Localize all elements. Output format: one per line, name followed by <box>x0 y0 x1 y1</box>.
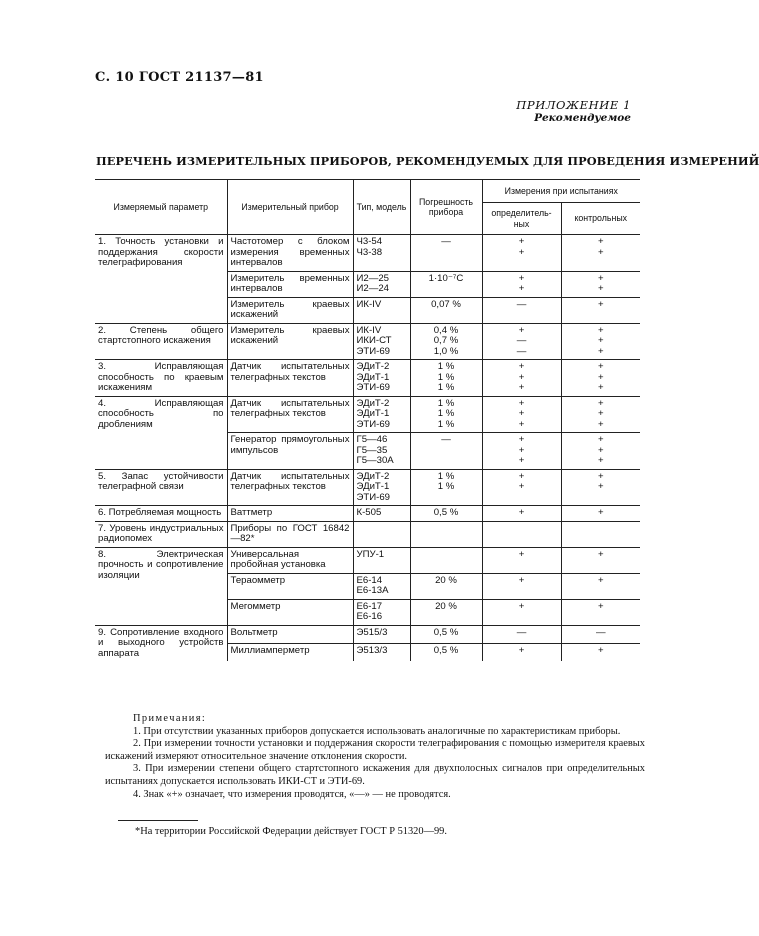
col-header-param: Измеряемый параметр <box>95 180 227 235</box>
definitive-mark-cell: — <box>482 297 561 323</box>
control-mark-cell: + + + <box>561 433 640 470</box>
instrument-cell: Частотомер с блоком измерения временных интервалов <box>227 235 353 272</box>
table-row <box>95 469 640 506</box>
definitive-mark-cell: + <box>482 547 561 573</box>
notes <box>105 713 645 801</box>
table-header <box>95 180 640 235</box>
definitive-mark-cell: + + + <box>482 396 561 433</box>
definitive-mark-cell: + + + <box>482 433 561 470</box>
control-mark-cell: + <box>561 297 640 323</box>
control-mark-cell: + + + <box>561 323 640 360</box>
table-row <box>95 521 640 547</box>
page-title: С. 10 ГОСТ 21137—81 <box>95 70 264 85</box>
col-header-control: контрольных <box>561 203 640 235</box>
instrument-cell: Измеритель краевых искажений <box>227 323 353 360</box>
error-cell: — <box>410 433 482 470</box>
control-mark-cell <box>561 521 640 547</box>
model-cell: ЭДиТ-2 ЭДиТ-1 ЭТИ-69 <box>353 360 410 397</box>
table-row <box>95 323 640 360</box>
error-cell: 1 % 1 % 1 % <box>410 360 482 397</box>
model-cell: И2—25 И2—24 <box>353 271 410 297</box>
footnote: *На территории Российской Федерации действует ГОСТ Р 51320—99. <box>135 826 447 837</box>
table-row <box>95 547 640 573</box>
error-cell: 1·10⁻⁷С <box>410 271 482 297</box>
definitive-mark-cell: + <box>482 506 561 522</box>
error-cell: 20 % <box>410 573 482 599</box>
param-cell: 3. Исправляющая способность по краевым искажениям <box>95 360 227 397</box>
param-cell: 7. Уровень индустриальных радиопомех <box>95 521 227 547</box>
model-cell: ИК-IV ИКИ-СТ ЭТИ-69 <box>353 323 410 360</box>
control-mark-cell: — <box>561 625 640 643</box>
control-mark-cell: + <box>561 643 640 661</box>
model-cell: ЭДиТ-2 ЭДиТ-1 ЭТИ-69 <box>353 396 410 433</box>
instrument-cell: Ваттметр <box>227 506 353 522</box>
control-mark-cell: + + <box>561 469 640 506</box>
definitive-mark-cell: + — — <box>482 323 561 360</box>
instrument-cell: Датчик испытательных телеграфных текстов <box>227 360 353 397</box>
appendix-status: Рекомендуемое <box>534 112 631 124</box>
table-row <box>95 625 640 643</box>
model-cell: ИК-IV <box>353 297 410 323</box>
model-cell: Э515/3 <box>353 625 410 643</box>
note-item: 3. При измерении степени общего стартстопного искажения для двухполосных сигналов при определительных испытаниях допускается использовать ИКИ-СТ и ЭТИ-69. <box>105 763 645 787</box>
definitive-mark-cell: + <box>482 573 561 599</box>
control-mark-cell: + + <box>561 235 640 272</box>
control-mark-cell: + + + <box>561 396 640 433</box>
control-mark-cell: + + <box>561 271 640 297</box>
note-item: 1. При отсутствии указанных приборов допускается использовать аналогичные по характеристикам приборы. <box>133 725 621 737</box>
error-cell: 0,5 % <box>410 625 482 643</box>
col-header-error: Погрешность прибора <box>410 180 482 235</box>
model-cell: К-505 <box>353 506 410 522</box>
definitive-mark-cell: + <box>482 599 561 625</box>
error-cell: — <box>410 235 482 272</box>
control-mark-cell: + <box>561 506 640 522</box>
param-cell: 2. Степень общего стартстопного искажения <box>95 323 227 360</box>
definitive-mark-cell: + + <box>482 469 561 506</box>
param-cell: 1. Точность установки и поддержания скорости телеграфирования <box>98 236 224 268</box>
note-item: 2. При измерении точности установки и поддержания скорости телеграфирования с помощью измерителя краевых искажений измеряют относительное значение отклонения скорости. <box>105 738 645 762</box>
model-cell: ЭДиТ-2 ЭДиТ-1 ЭТИ-69 <box>353 469 410 506</box>
definitive-mark-cell <box>482 521 561 547</box>
instruments-table <box>95 179 640 661</box>
col-header-instrument: Измерительный прибор <box>227 180 353 235</box>
param-cell: 8. Электрическая прочность и сопротивление изоляции <box>95 547 227 625</box>
appendix-block <box>516 98 631 124</box>
instrument-cell: Датчик испытательных телеграфных текстов <box>227 396 353 433</box>
definitive-mark-cell: + <box>482 643 561 661</box>
note-item: 4. Знак «+» означает, что измерения проводятся, «—» — не проводятся. <box>133 788 451 800</box>
model-cell: Э513/3 <box>353 643 410 661</box>
error-cell: 1 % 1 % 1 % <box>410 396 482 433</box>
error-cell <box>410 521 482 547</box>
instrument-cell: Универсальная пробойная установка <box>227 547 353 573</box>
appendix-label: ПРИЛОЖЕНИЕ 1 <box>516 98 631 112</box>
instrument-cell: Миллиамперметр <box>227 643 353 661</box>
error-cell: 1 % 1 % <box>410 469 482 506</box>
table-row <box>95 235 640 272</box>
col-header-tests: Измерения при испытаниях <box>482 180 640 203</box>
model-cell: Ч3-54 Ч3-38 <box>353 235 410 272</box>
model-cell: УПУ-1 <box>353 547 410 573</box>
instrument-cell: Измеритель краевых искажений <box>227 297 353 323</box>
error-cell: 0,5 % <box>410 643 482 661</box>
model-cell: Е6-14 Е6-13А <box>353 573 410 599</box>
param-cell: 5. Запас устойчивости телеграфной связи <box>95 469 227 506</box>
param-cell: 9. Сопротивление входного и выходного устройств аппарата <box>95 625 227 661</box>
instrument-cell: Приборы по ГОСТ 16842—82* <box>227 521 353 547</box>
col-header-definitive: определитель-ных <box>482 203 561 235</box>
model-cell: Е6-17 Е6-16 <box>353 599 410 625</box>
control-mark-cell: + <box>561 599 640 625</box>
instrument-cell: Мегомметр <box>227 599 353 625</box>
table-row <box>95 506 640 522</box>
param-cell: 6. Потребляемая мощность <box>95 506 227 522</box>
control-mark-cell: + <box>561 573 640 599</box>
model-cell <box>353 521 410 547</box>
notes-title: Примечания: <box>133 713 207 724</box>
error-cell: 0,07 % <box>410 297 482 323</box>
instrument-cell: Генератор прямоугольных импульсов <box>227 433 353 470</box>
footnote-rule <box>118 820 198 821</box>
instrument-cell: Датчик испытательных телеграфных текстов <box>227 469 353 506</box>
control-mark-cell: + + + <box>561 360 640 397</box>
table-body <box>95 235 640 662</box>
col-header-model: Тип, модель <box>353 180 410 235</box>
error-cell <box>410 547 482 573</box>
control-mark-cell: + <box>561 547 640 573</box>
definitive-mark-cell: — <box>482 625 561 643</box>
instrument-cell: Тераомметр <box>227 573 353 599</box>
definitive-mark-cell: + + + <box>482 360 561 397</box>
param-cell: 4. Исправляющая способность по дроблениям <box>95 396 227 469</box>
table-row <box>95 360 640 397</box>
error-cell: 0,5 % <box>410 506 482 522</box>
definitive-mark-cell: + + <box>482 235 561 272</box>
model-cell: Г5—46 Г5—35 Г5—30А <box>353 433 410 470</box>
document-heading: ПЕРЕЧЕНЬ ИЗМЕРИТЕЛЬНЫХ ПРИБОРОВ, РЕКОМЕНДУЕМЫХ ДЛЯ ПРОВЕДЕНИЯ ИЗМЕРЕНИЙ <box>96 154 759 168</box>
definitive-mark-cell: + + <box>482 271 561 297</box>
table-row <box>95 396 640 433</box>
instrument-cell: Измеритель временных интервалов <box>227 271 353 297</box>
error-cell: 20 % <box>410 599 482 625</box>
error-cell: 0,4 % 0,7 % 1,0 % <box>410 323 482 360</box>
instrument-cell: Вольтметр <box>227 625 353 643</box>
